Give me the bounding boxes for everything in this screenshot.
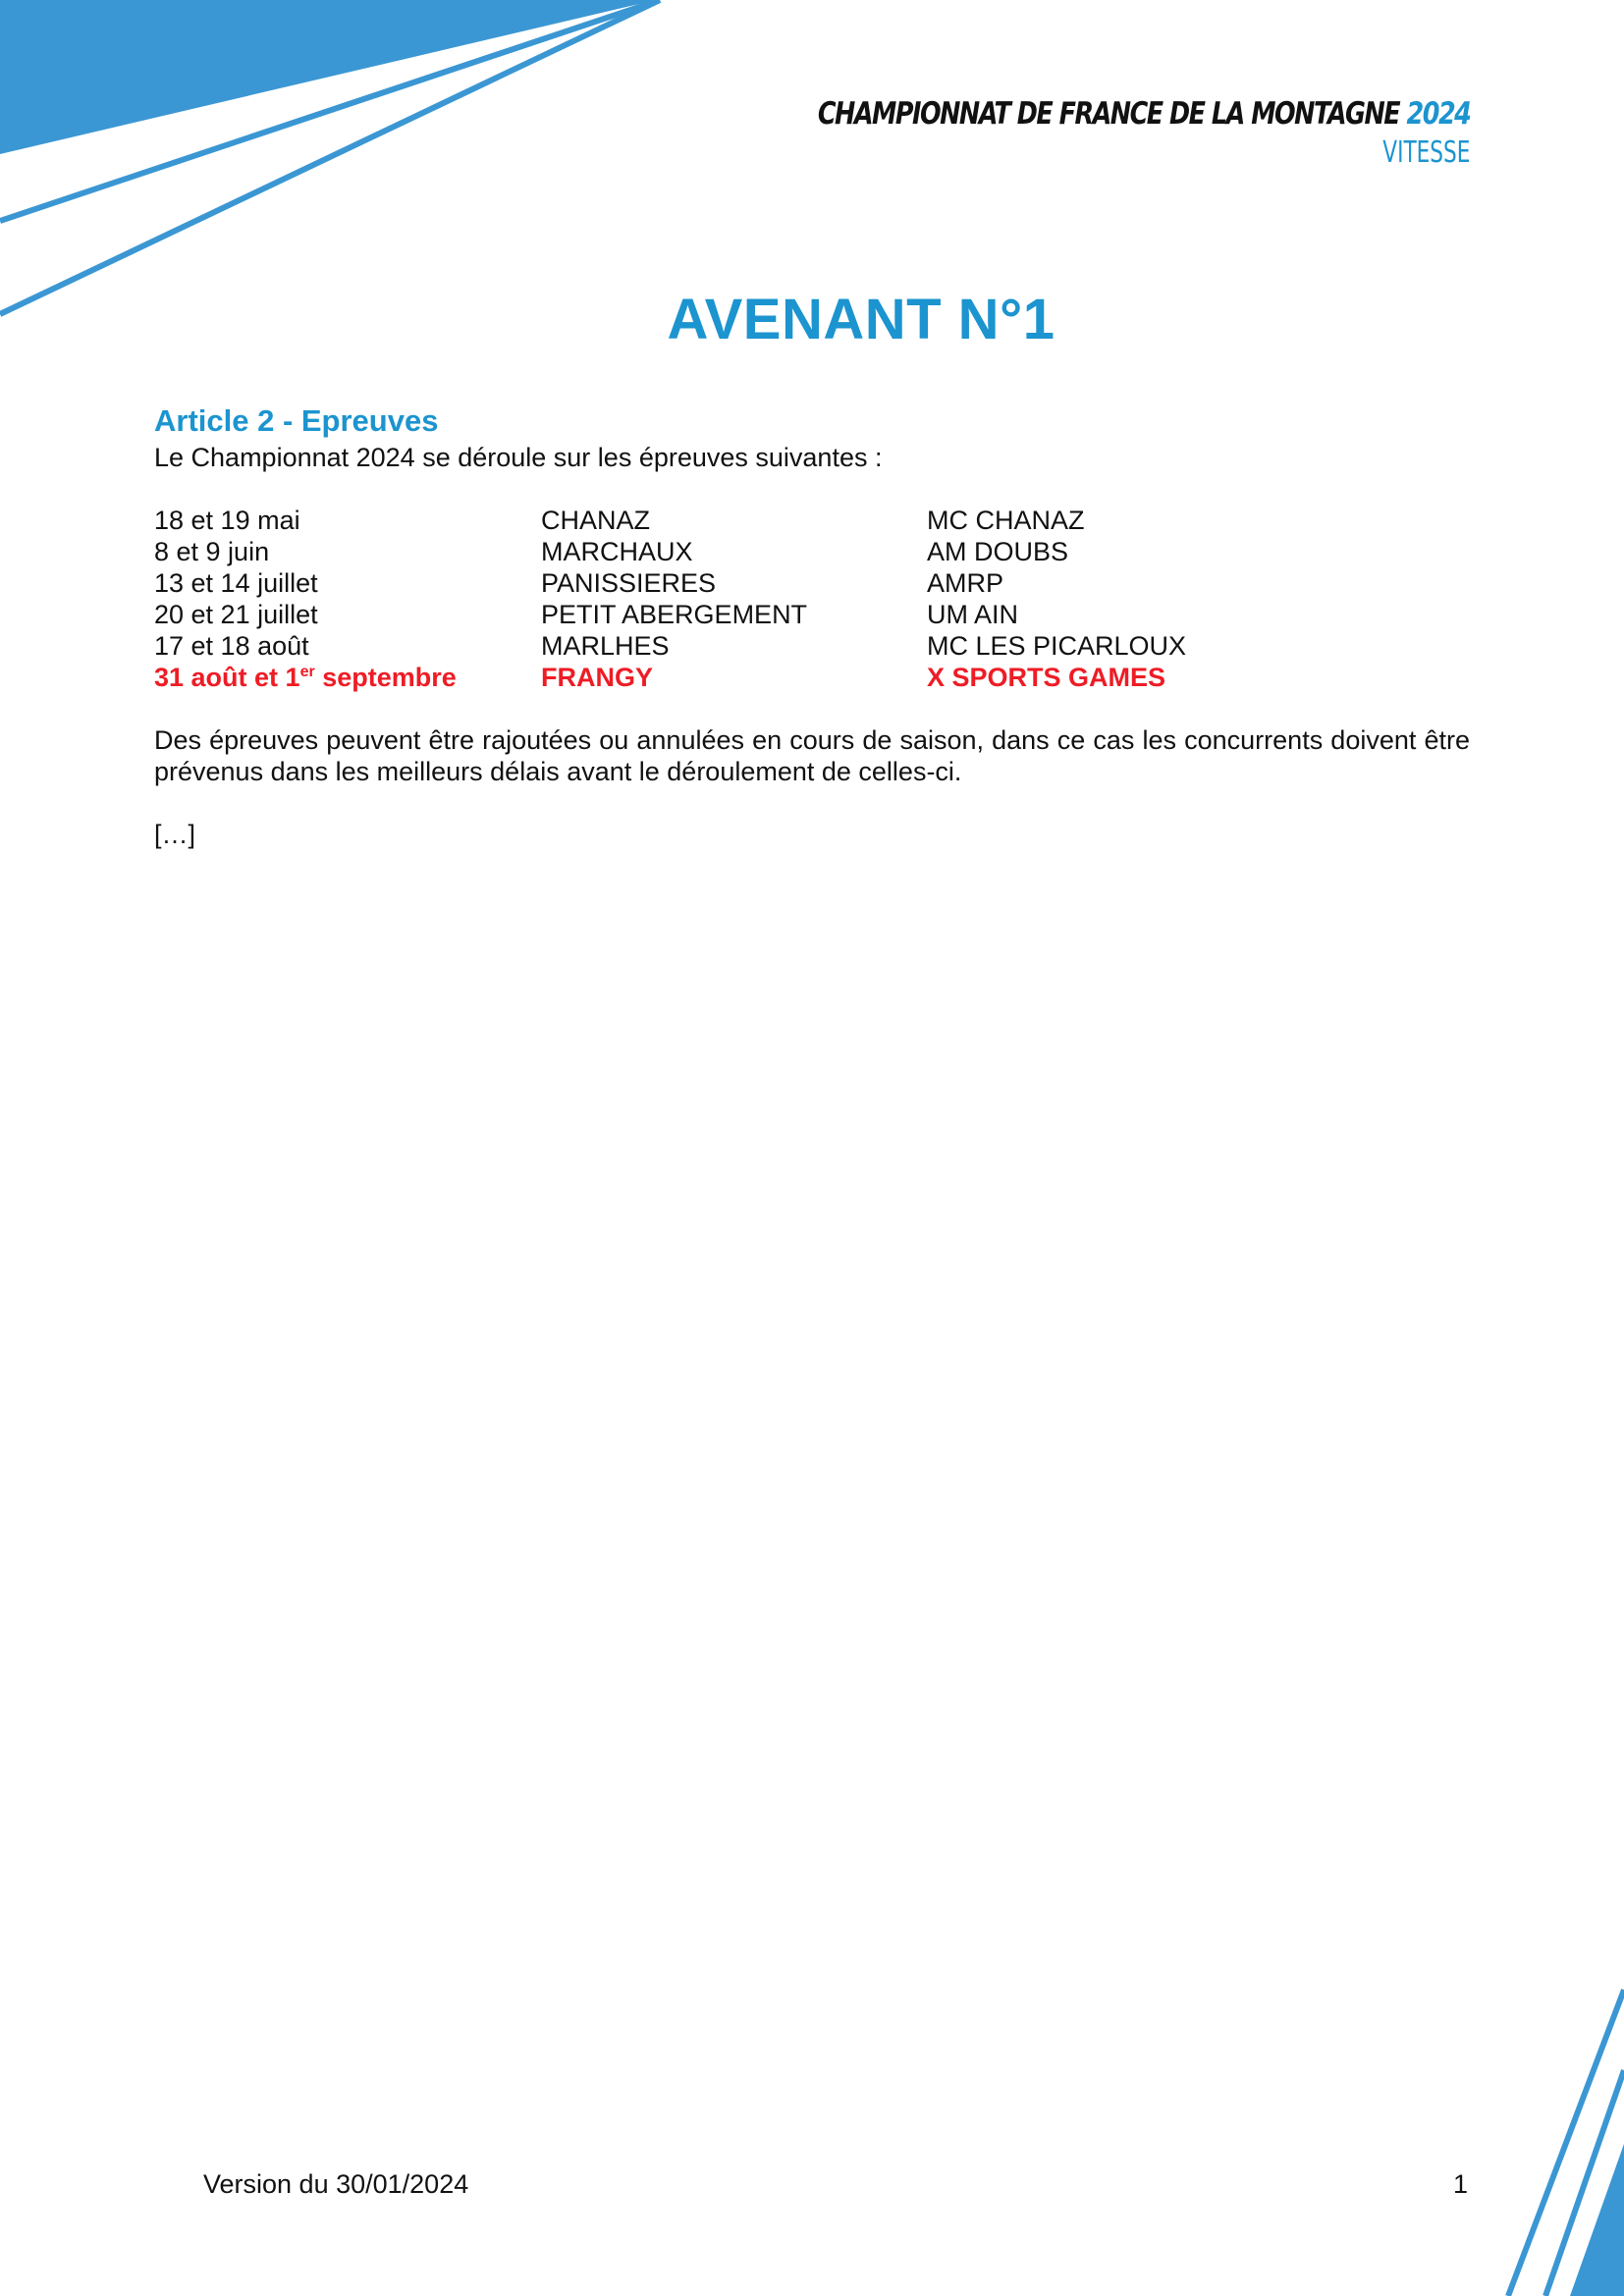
event-row: [154, 630, 1470, 662]
event-place: PANISSIERES: [541, 568, 717, 598]
corner-stripes-decoration: [0, 0, 668, 324]
event-organizer: MC CHANAZ: [927, 506, 1085, 535]
events-list: [154, 505, 1470, 693]
event-row-modified: [154, 662, 1470, 693]
event-date: 18 et 19 mai: [154, 506, 300, 535]
event-date: 31 août et 1er septembre: [154, 663, 457, 692]
event-row: [154, 599, 1470, 630]
page-title: AVENANT N°1: [667, 288, 1056, 351]
event-date: 17 et 18 août: [154, 631, 309, 661]
event-organizer: AMRP: [927, 568, 1004, 598]
event-place: CHANAZ: [541, 506, 651, 535]
article-heading: Article 2 - Epreuves: [154, 403, 439, 438]
article-note: Des épreuves peuvent être rajoutées ou annulées en cours de saison, dans ce cas les concurrents doivent être prévenus dans les meilleurs délais avant le déroulement de celles-ci.: [154, 725, 1470, 786]
article-section: [154, 402, 1470, 850]
page-number: 1: [1452, 2169, 1468, 2199]
event-row: [154, 536, 1470, 567]
event-row: [154, 505, 1470, 536]
championship-title: CHAMPIONNAT DE FRANCE DE LA MONTAGNE 2024: [817, 96, 1470, 132]
corner-stripes-decoration-bottom: [1496, 1982, 1624, 2296]
event-date: 20 et 21 juillet: [154, 600, 318, 629]
event-place: PETIT ABERGEMENT: [541, 600, 808, 629]
event-organizer: MC LES PICARLOUX: [927, 631, 1187, 661]
document-header: [675, 96, 1470, 170]
championship-year: 2024: [1406, 96, 1470, 132]
footer-version: Version du 30/01/2024: [203, 2169, 469, 2199]
event-place: MARCHAUX: [541, 537, 693, 566]
championship-category: VITESSE: [1381, 135, 1470, 170]
event-organizer: AM DOUBS: [927, 537, 1069, 566]
omitted-text-marker: […]: [154, 820, 196, 849]
article-intro: Le Championnat 2024 se déroule sur les épreuves suivantes :: [154, 443, 883, 472]
event-place: MARLHES: [541, 631, 670, 661]
event-organizer: X SPORTS GAMES: [927, 663, 1166, 692]
event-row: [154, 567, 1470, 599]
event-date: 13 et 14 juillet: [154, 568, 318, 598]
event-organizer: UM AIN: [927, 600, 1019, 629]
event-place: FRANGY: [541, 663, 653, 692]
event-date: 8 et 9 juin: [154, 537, 270, 566]
